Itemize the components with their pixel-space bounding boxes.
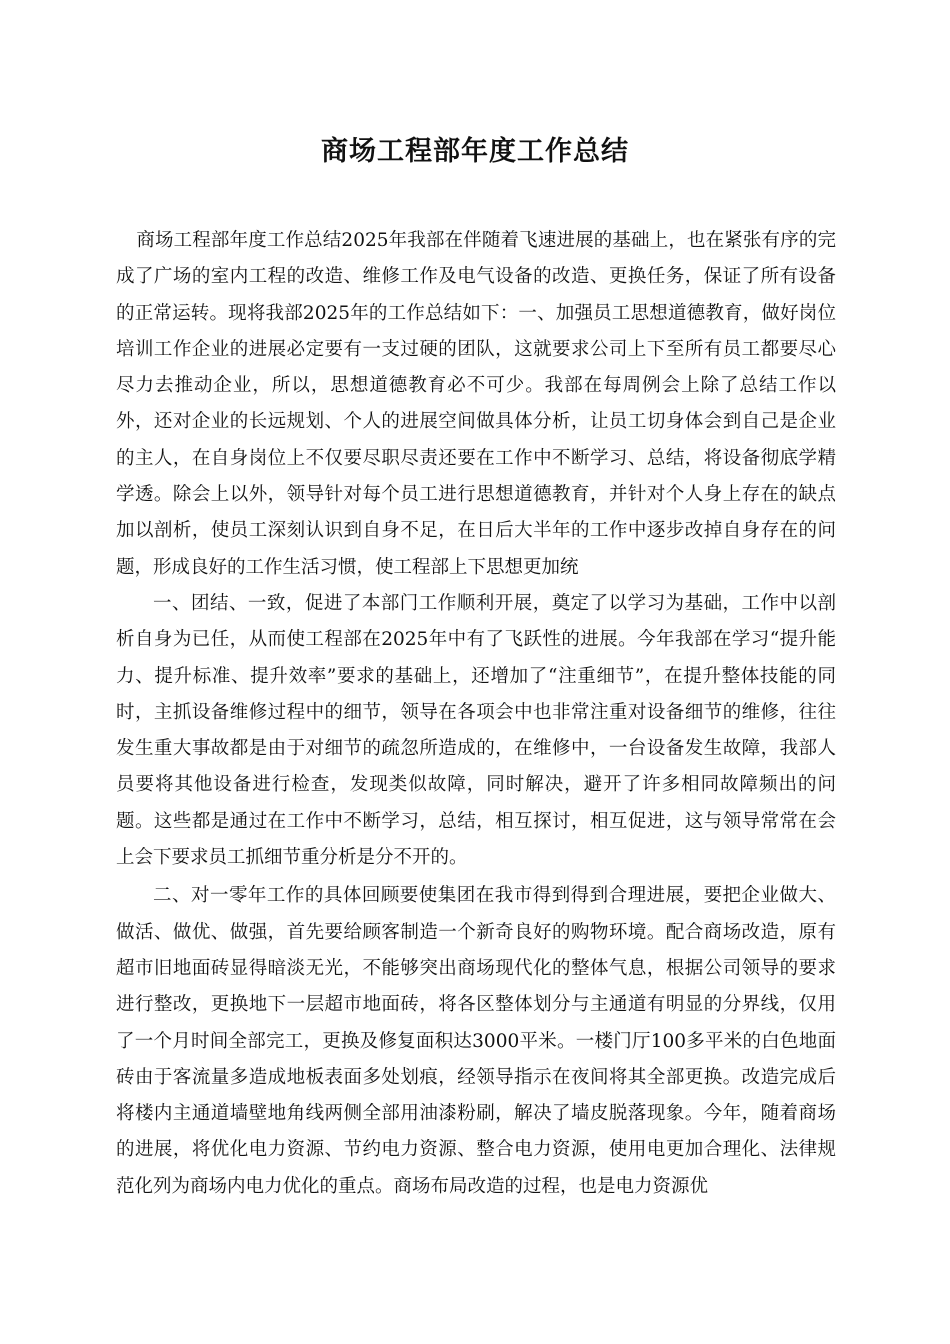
paragraph-section-two: 二、对一零年工作的具体回顾要使集团在我市得到得到合理进展，要把企业做大、做活、做优、做强，首先要给顾客制造一个新奇良好的购物环境。配合商场改造，原有超市旧地面砖显得暗淡无光，不能够突出商场现代化的整体气息，根据公司领导的要求进行整改，更换地下一层超市地面砖，将各区整体划分与主通道有明显的分界线，仅用了一个月时间全部完工，更换及修复面积达3000平米。一楼门厅100多平米的白色地面砖由于客流量多造成地板表面多处划痕，经领导指示在夜间将其全部更换。改造完成后将楼内主通道墙壁地角线两侧全部用油漆粉刷，解决了墙皮脱落现象。今年，随着商场的进展，将优化电力资源、节约电力资源、整合电力资源，使用电更加合理化、法律规范化列为商场内电力优化的重点。商场布局改造的过程，也是电力资源优 [116,885,836,1197]
document-body [116,223,836,1205]
paragraph-section-one: 一、团结、一致，促进了本部门工作顺利开展，奠定了以学习为基础，工作中以剖析自身为已任，从而使工程部在2025年中有了飞跃性的进展。今年我部在学习“提升能力、提升标准、提升效率”要求的基础上，还增加了“注重细节”，在提升整体技能的同时，主抓设备维修过程中的细节，领导在各项会中也非常注重对设备细节的维修，往往发生重大事故都是由于对细节的疏忽所造成的，在维修中，一台设备发生故障，我部人员要将其他设备进行检查，发现类似故障，同时解决，避开了许多相同故障频出的问题。这些都是通过在工作中不断学习，总结，相互探讨，相互促进，这与领导常常在会上会下要求员工抓细节重分析是分不开的。 [116,592,836,869]
paragraph-intro: 商场工程部年度工作总结2025年我部在伴随着飞速进展的基础上，也在紧张有序的完成了广场的室内工程的改造、维修工作及电气设备的改造、更换任务，保证了所有设备的正常运转。现将我部2025年的工作总结如下：一、加强员工思想道德教育，做好岗位培训工作企业的进展必定要有一支过硬的团队，这就要求公司上下至所有员工都要尽心尽力去推动企业，所以，思想道德教育必不可少。我部在每周例会上除了总结工作以外，还对企业的长远规划、个人的进展空间做具体分析，让员工切身体会到自己是企业的主人，在自身岗位上不仅要尽职尽责还要在工作中不断学习、总结，将设备彻底学精学透。除会上以外，领导针对每个员工进行思想道德教育，并针对个人身上存在的缺点加以剖析，使员工深刻认识到自身不足，在日后大半年的工作中逐步改掉自身存在的问题，形成良好的工作生活习惯，使工程部上下思想更加统 [116,230,836,578]
document-title: 商场工程部年度工作总结 [321,136,629,167]
